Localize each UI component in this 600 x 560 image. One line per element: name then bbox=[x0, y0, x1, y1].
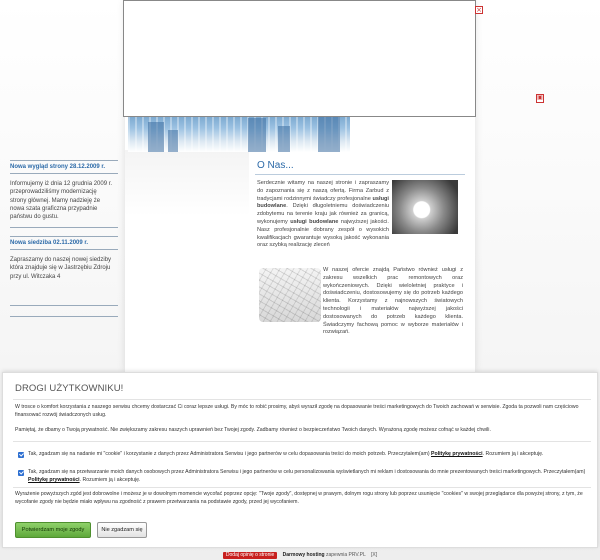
close-icon[interactable]: × bbox=[476, 6, 482, 14]
reject-consents-button[interactable]: Nie zgadzam się bbox=[97, 522, 147, 538]
news-text: Informujemy iż dnia 12 grudnia 2009 r. przeprowadziliśmy modernizację strony głównej. Mamy nadzieję że nowa szata graficzna przypadnie państwu do gustu. bbox=[10, 181, 113, 221]
accept-consents-button[interactable]: Potwierdzam moje zgody bbox=[15, 522, 91, 538]
broken-image-icon: ▣ bbox=[537, 95, 543, 101]
left-column bbox=[125, 150, 249, 372]
privacy-policy-link[interactable]: Politykę prywatności bbox=[28, 476, 80, 483]
news-title[interactable]: Nowa wygląd strony 28.12.2009 r. bbox=[10, 160, 118, 174]
divider bbox=[13, 441, 591, 442]
cookie-consent-panel bbox=[2, 372, 598, 548]
hosting-footer bbox=[0, 550, 600, 560]
consent-footnote: Wyrażenie powyższych zgód jest dobrowolne i możesz je w dowolnym momencie wycofać poprzez opcję: "Twoje zgody", dostępnej w prawym, dolnym rogu strony lub poprzez usunięcie "cookies" w swojej przeglądarce dla powyżej strony, z tym, że wycofanie zgody nie będzie miało wpływu na zgodność z prawem przetwarzania na podstawie zgody, przed jej wycofaniem. bbox=[15, 491, 583, 505]
services-paragraph: W naszej ofercie znajdą Państwo również usługi z zakresu wszelkich prac remontowych oraz wykończeniowych. Dzięki wieloletniej praktyce i doświadczeniu, dostosowujemy się do potrzeb każdego klienta. Korzystamy z najnowszych światowych technologii i materiałów najwyższej jakości dostosowanych do potrzeb każdego klienta. Świadczymy fachową pomoc w wyborze materiałów i rozwiązań. bbox=[323, 267, 463, 336]
building-plan-image bbox=[259, 268, 321, 322]
privacy-policy-link[interactable]: Politykę prywatności bbox=[431, 451, 483, 457]
divider bbox=[13, 487, 591, 488]
news-item bbox=[10, 236, 118, 317]
popup-window bbox=[123, 0, 476, 117]
news-text: Zapraszamy do naszej nowej siedziby która znajduje się w Jastrzębiu Zdroju przy ul. Witczaka 4 bbox=[10, 257, 112, 280]
add-review-button[interactable]: Dodaj opinię o stronie bbox=[223, 552, 277, 559]
consent-title: DROGI UŻYTKOWNIKU! bbox=[15, 383, 124, 394]
divider bbox=[13, 399, 591, 400]
marketing-cookie-checkbox[interactable] bbox=[18, 452, 24, 458]
personal-data-checkbox[interactable] bbox=[18, 470, 24, 476]
about-heading: O Nas... bbox=[257, 160, 294, 171]
hosting-provider-text: zapewnia PRV.PL bbox=[326, 552, 366, 558]
checkbox-label: Tak, zgadzam się na nadanie mi "cookie" i korzystanie z danych przez Administratora Serwisu i jego partnerów w celu dopasowania treści do moich potrzeb. Przeczytałem(am) Politykę prywatności. Rozumiem ją i akceptuję. bbox=[28, 451, 544, 457]
consent-intro: W trosce o komfort korzystania z naszego serwisu chcemy dostarczać Ci coraz lepsze usługi. By móc to robić prosimy, abyś wyraził zgodę na dopasowanie treści marketingowych do Twoich zachowań w serwisie. Zgoda ta pozwoli nam częściowo finansować rozwój świadczonych usług. bbox=[15, 404, 579, 418]
handshake-photo bbox=[392, 180, 458, 234]
privacy-note: Pamiętaj, że dbamy o Twoją prywatność. Nie zwiększamy zakresu naszych uprawnień bez Twojej zgody. Zadbamy również o bezpieczeństwo Twoich danych. Wyrażoną zgodę możesz cofnąć w każdej chwili. bbox=[15, 427, 491, 433]
header-banner-image bbox=[128, 112, 350, 152]
news-item bbox=[10, 160, 118, 228]
hosting-label: Darmowy hosting bbox=[282, 552, 325, 558]
footer-close-link[interactable]: [X] bbox=[370, 552, 378, 558]
checkbox-label: Tak, zgadzam się na przetwarzanie moich danych osobowych przez Administratora Serwisu i jego partnerów w celu personalizowania wyświetlanych mi reklam i dostosowania do mnie prezentowanych treści marketingowych. Przeczytałem(am) Politykę prywatności. Rozumiem ją i akceptuję. bbox=[28, 469, 586, 483]
about-paragraph: Serdecznie witamy na naszej stronie i zapraszamy do zapoznania się z naszą ofertą. Firma Zarbud z tradycjami rodzinnymi świadczy profesjonalne usługi budowlane. Dzięki długoletniemu doświadczeniu zdobytemu na terenie kraju jak również za granicą, wykonujemy usługi budowlane najwyższej jakości. Nasz profesjonalnie dobrany zespół o wysokich kwalifikacjach gwarantuje wysoką jakość wykonania oraz szybką realizację zleceń bbox=[257, 180, 389, 249]
heading-divider bbox=[255, 174, 465, 175]
news-title[interactable]: Nowa siedziba 02.11.2009 r. bbox=[10, 236, 118, 250]
